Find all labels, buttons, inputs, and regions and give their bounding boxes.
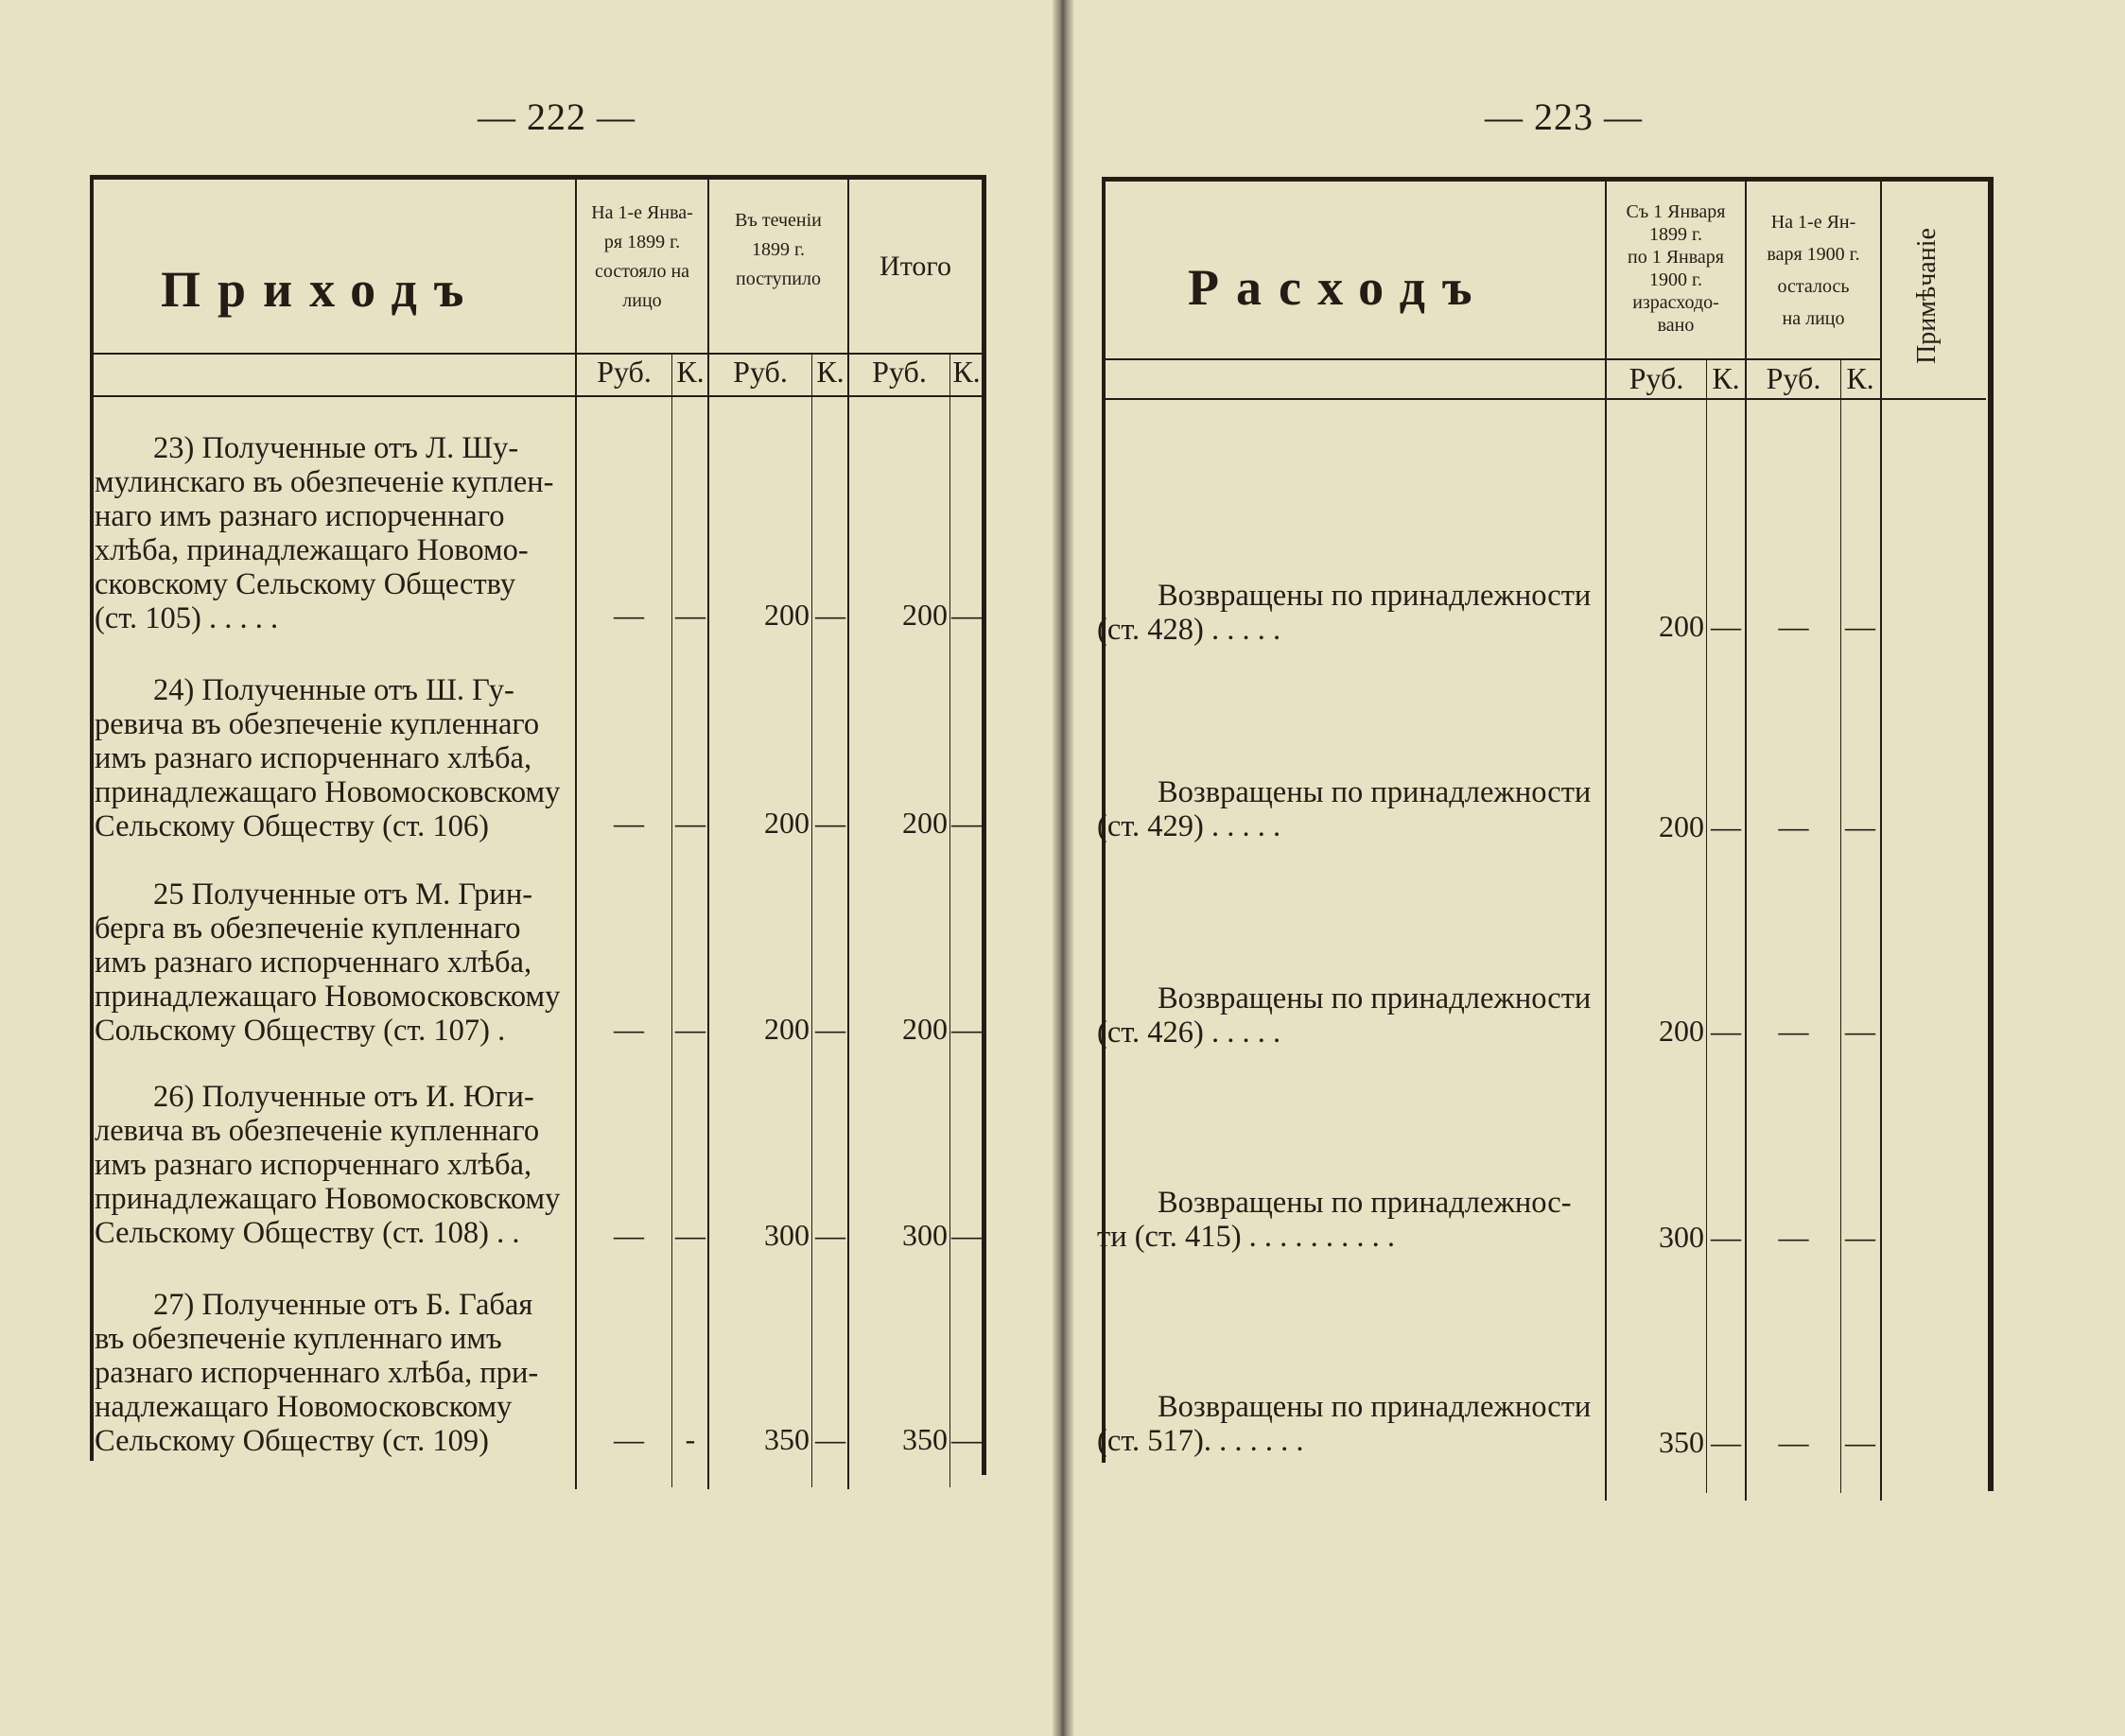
entry-line: 27) Полученные отъ Б. Габая <box>153 1288 533 1322</box>
unit-label: Руб. <box>597 355 652 389</box>
entry-line: Сельскому Обществу (ст. 108) . . <box>95 1216 520 1250</box>
table-left-rule <box>90 175 94 1461</box>
unit-label: К. <box>1712 361 1740 395</box>
entry-line: разнаго испорченнаго хлѣба, при- <box>95 1356 539 1390</box>
entry-text <box>1097 775 1600 843</box>
cell-value: — <box>675 806 705 840</box>
entry-line: Сольскому Обществу (ст. 107) . <box>95 1014 506 1048</box>
cell-value: — <box>1778 1425 1809 1459</box>
column-header: На 1-е Янва- ря 1899 г. состояло на лицо <box>591 202 693 311</box>
cell-value: — <box>951 1218 982 1252</box>
cell-value: — <box>675 1012 705 1046</box>
entry-line: ревича въ обезпеченіе купленнаго <box>95 707 540 741</box>
cell-value: 300 <box>902 1218 948 1252</box>
cell-value: — <box>1845 1220 1875 1254</box>
cell-value: — <box>614 598 644 632</box>
cell-value: 200 <box>1659 609 1704 643</box>
entry-line: (ст. 105) . . . . . <box>95 601 279 635</box>
col-divider <box>1605 177 1607 1501</box>
cell-value: 300 <box>1659 1220 1704 1254</box>
cell-value: 200 <box>764 1012 810 1046</box>
unit-label: К. <box>816 355 845 389</box>
units-rule <box>1102 358 1880 360</box>
page-title: Расходъ <box>1188 259 1489 316</box>
entry-line: (ст. 426) . . . . . <box>1097 1016 1281 1050</box>
entry-line: хлѣба, принадлежащаго Новомо- <box>95 533 529 567</box>
cell-value: 350 <box>902 1422 948 1456</box>
header-bottom-rule <box>1102 398 1986 400</box>
page-title: Приходъ <box>161 261 481 318</box>
cell-value: — <box>815 1218 845 1252</box>
entry-text <box>95 1080 569 1250</box>
kop-divider <box>949 353 950 1487</box>
cell-value: — <box>1778 1220 1809 1254</box>
cell-value: - <box>685 1422 696 1456</box>
entry-line: наго имъ разнаго испорченнаго <box>95 499 505 533</box>
cell-value: — <box>815 1422 845 1456</box>
cell-value: 200 <box>902 806 948 840</box>
page-number: — 223 — <box>1485 95 1643 138</box>
col-divider <box>575 175 577 1489</box>
table-top-rule <box>90 175 985 180</box>
entry-line: имъ разнаго испорченнаго хлѣба, <box>95 1148 532 1182</box>
entry-line: (ст. 517). . . . . . . <box>1097 1424 1304 1458</box>
entry-line: (ст. 429) . . . . . <box>1097 809 1281 843</box>
entry-text <box>95 1288 569 1458</box>
cell-value: — <box>1845 1425 1875 1459</box>
cell-value: — <box>1778 609 1809 643</box>
cell-value: — <box>675 1218 705 1252</box>
column-header: Въ теченіи 1899 г. поступило <box>735 210 822 289</box>
cell-value: 300 <box>764 1218 810 1252</box>
cell-value: 200 <box>1659 1014 1704 1048</box>
book-gutter <box>1053 0 1073 1736</box>
table-right-rule <box>1988 177 1994 1491</box>
col-divider <box>707 175 709 1489</box>
entry-text <box>95 673 569 843</box>
cell-value: 200 <box>902 598 948 632</box>
entry-line: Возвращены по принадлежности <box>1158 1390 1592 1424</box>
kop-divider <box>1706 358 1707 1493</box>
kop-divider <box>671 353 672 1487</box>
col-divider <box>847 175 849 1489</box>
cell-value: 350 <box>764 1422 810 1456</box>
table-right-rule <box>982 175 986 1475</box>
entry-line: 23) Полученные отъ Л. Шу- <box>153 431 519 465</box>
unit-label: Руб. <box>872 355 927 389</box>
cell-value: — <box>1711 1425 1741 1459</box>
table-top-rule <box>1102 177 1994 182</box>
unit-label: К. <box>676 355 705 389</box>
entry-line: Возвращены по принадлежности <box>1158 579 1592 613</box>
page-number: — 222 — <box>478 95 636 138</box>
entry-line: въ обезпеченіе купленнаго имъ <box>95 1322 502 1356</box>
entry-line: принадлежащаго Новомосковскому <box>95 980 561 1014</box>
entry-line: (ст. 428) . . . . . <box>1097 613 1281 647</box>
header-bottom-rule <box>90 395 985 397</box>
cell-value: — <box>1711 809 1741 843</box>
entry-line: 26) Полученные отъ И. Юги- <box>153 1080 534 1114</box>
unit-label: Руб. <box>733 355 788 389</box>
entry-line: принадлежащаго Новомосковскому <box>95 775 561 809</box>
entry-line: имъ разнаго испорченнаго хлѣба, <box>95 741 532 775</box>
cell-value: — <box>1845 1014 1875 1048</box>
cell-value: — <box>815 598 845 632</box>
unit-label: Руб. <box>1766 361 1821 395</box>
kop-divider <box>811 353 812 1487</box>
cell-value: 200 <box>902 1012 948 1046</box>
cell-value: — <box>614 806 644 840</box>
unit-label: К. <box>1846 361 1874 395</box>
cell-value: — <box>614 1218 644 1252</box>
entry-line: 25 Полученные отъ М. Грин- <box>153 877 533 911</box>
entry-line: левича въ обезпеченіе купленнаго <box>95 1114 540 1148</box>
entry-line: Возвращены по принадлежности <box>1158 981 1592 1016</box>
entry-line: ти (ст. 415) . . . . . . . . . . <box>1097 1220 1396 1254</box>
cell-value: — <box>1778 809 1809 843</box>
col-divider <box>1880 177 1882 1501</box>
entry-text <box>1097 1390 1600 1458</box>
entry-line: принадлежащаго Новомосковскому <box>95 1182 561 1216</box>
cell-value: — <box>1711 609 1741 643</box>
entry-text <box>1097 1186 1600 1254</box>
cell-value: — <box>675 598 705 632</box>
entry-line: Возвращены по принадлежнос- <box>1158 1186 1572 1220</box>
unit-label: К. <box>952 355 981 389</box>
cell-value: — <box>1845 809 1875 843</box>
cell-value: — <box>951 598 982 632</box>
cell-value: — <box>951 1422 982 1456</box>
entry-line: надлежащаго Новомосковскому <box>95 1390 513 1424</box>
cell-value: — <box>1845 609 1875 643</box>
cell-value: 350 <box>1659 1425 1704 1459</box>
column-header: Итого <box>880 251 951 282</box>
cell-value: 200 <box>764 598 810 632</box>
col-divider <box>1745 177 1747 1501</box>
cell-value: — <box>614 1012 644 1046</box>
cell-value: — <box>815 1012 845 1046</box>
entry-text <box>1097 981 1600 1050</box>
entry-line: имъ разнаго испорченнаго хлѣба, <box>95 946 532 980</box>
column-header-remarks: Примѣчаніе <box>1912 228 1942 364</box>
cell-value: — <box>1778 1014 1809 1048</box>
entry-line: берга въ обезпеченіе купленнаго <box>95 911 521 946</box>
cell-value: — <box>951 1012 982 1046</box>
entry-line: сковскому Сельскому Обществу <box>95 567 516 601</box>
cell-value: — <box>1711 1014 1741 1048</box>
unit-label: Руб. <box>1629 361 1684 395</box>
cell-value: 200 <box>764 806 810 840</box>
cell-value: — <box>951 806 982 840</box>
cell-value: — <box>815 806 845 840</box>
entry-line: 24) Полученные отъ Ш. Гу- <box>153 673 514 707</box>
entry-line: мулинскаго въ обезпеченіе куплен- <box>95 465 554 499</box>
entry-line: Возвращены по принадлежности <box>1158 775 1592 809</box>
entry-text <box>95 877 569 1048</box>
entry-line: Сельскому Обществу (ст. 109) <box>95 1424 490 1458</box>
entry-line: Сельскому Обществу (ст. 106) <box>95 809 490 843</box>
cell-value: — <box>1711 1220 1741 1254</box>
cell-value: — <box>614 1422 644 1456</box>
entry-text <box>1097 579 1600 647</box>
column-header: На 1-е Ян- варя 1900 г. осталось на лицо <box>1767 212 1860 329</box>
entry-text <box>95 431 569 635</box>
cell-value: 200 <box>1659 809 1704 843</box>
kop-divider <box>1840 358 1841 1493</box>
column-header: Съ 1 Января 1899 г. по 1 Января 1900 г. израсходо- вано <box>1626 201 1726 336</box>
